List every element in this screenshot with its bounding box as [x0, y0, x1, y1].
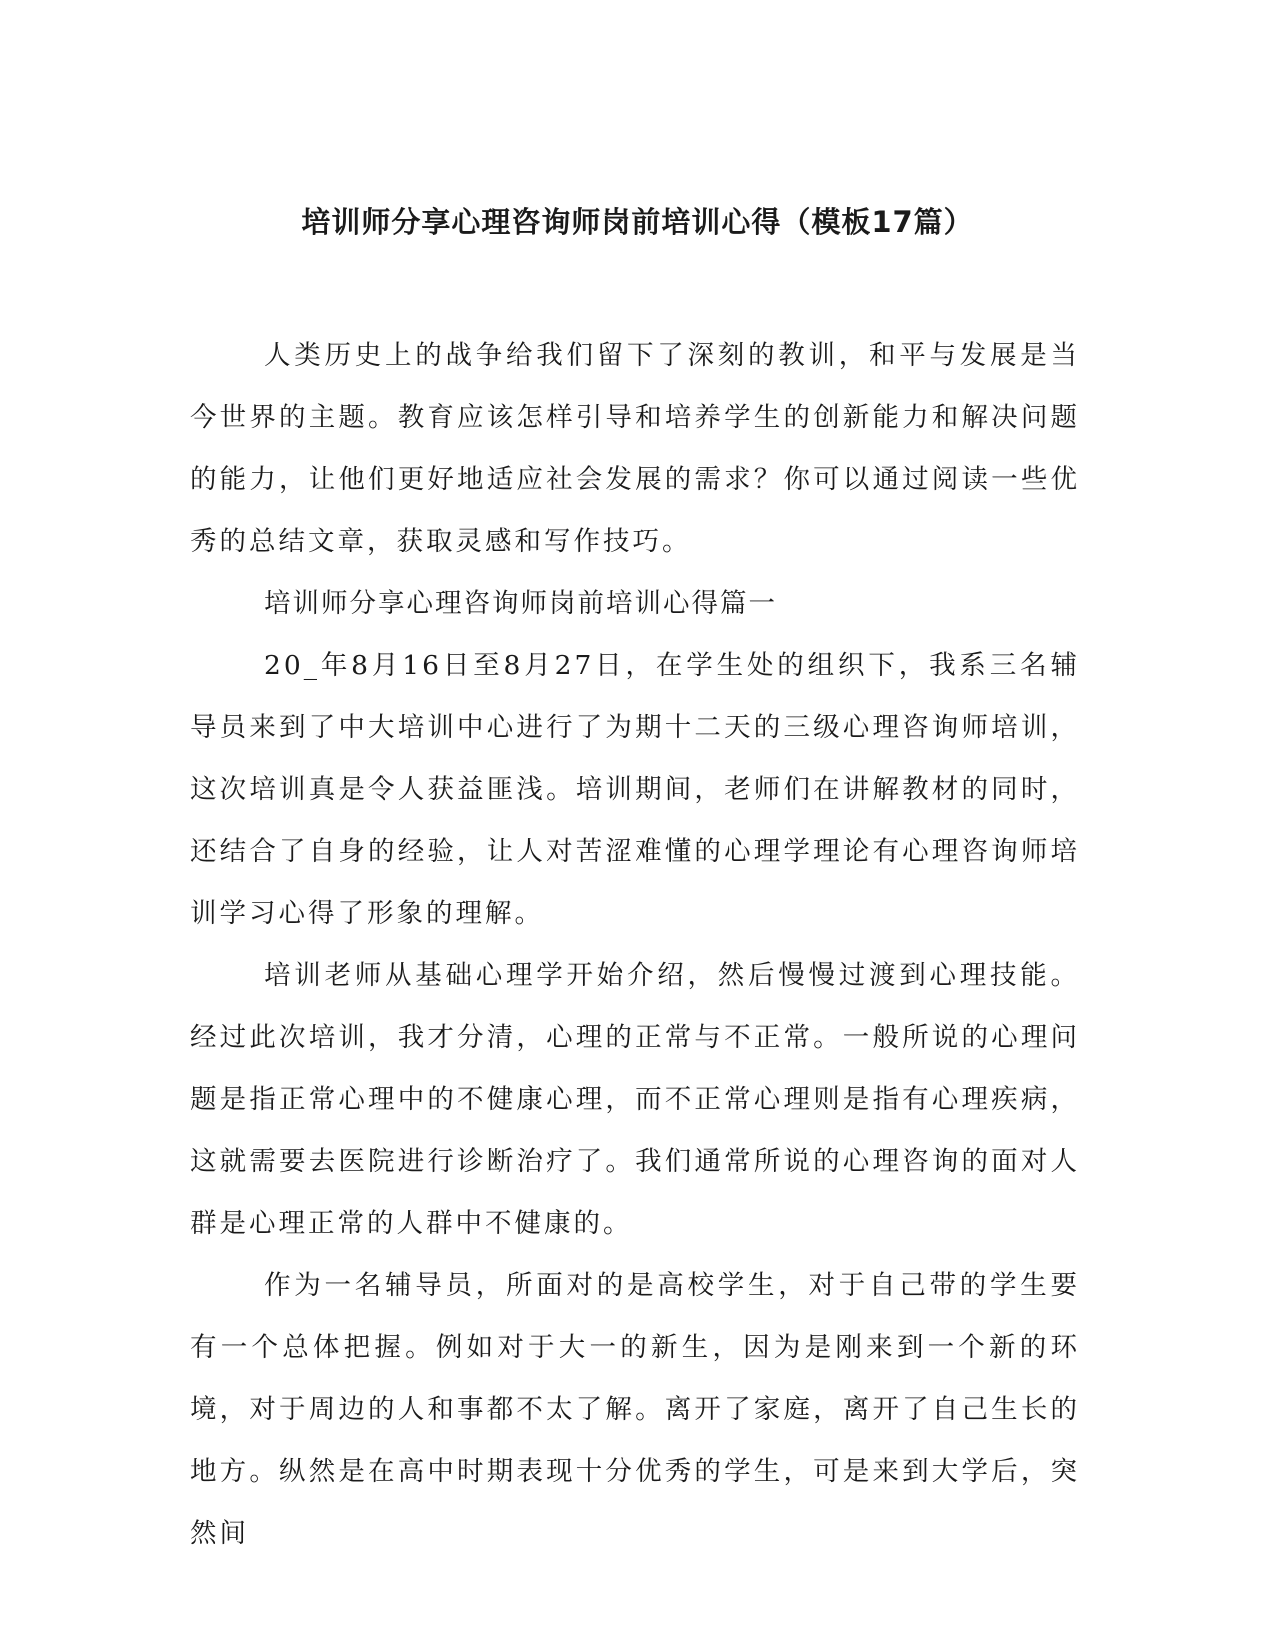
body-paragraph: 作为一名辅导员，所面对的是高校学生，对于自己带的学生要有一个总体把握。例如对于大一的新生，因为是刚来到一个新的环境，对于周边的人和事都不太了解。离开了家庭，离开了自己生长的地方。纵然是在高中时期表现十分优秀的学生，可是来到大学后，突然间 — [190, 1270, 1080, 1549]
body-paragraph: 20_年8月16日至8月27日，在学生处的组织下，我系三名辅导员来到了中大培训中心进行了为期十二天的三级心理咨询师培训，这次培训真是令人获益匪浅。培训期间，老师们在讲解教材的同时，还结合了自身的经验，让人对苦涩难懂的心理学理论有心理咨询师培训学习心得了形象的理解。 — [190, 650, 1080, 929]
section-heading: 培训师分享心理咨询师岗前培训心得篇一 — [264, 588, 777, 619]
document-body — [190, 325, 1080, 1565]
document-title: 培训师分享心理咨询师岗前培训心得（模板17篇） — [301, 205, 974, 240]
body-paragraph: 培训老师从基础心理学开始介绍，然后慢慢过渡到心理技能。经过此次培训，我才分清，心理的正常与不正常。一般所说的心理问题是指正常心理中的不健康心理，而不正常心理则是指有心理疾病，这就需要去医院进行诊断治疗了。我们通常所说的心理咨询的面对人群是心理正常的人群中不健康的。 — [190, 960, 1080, 1239]
intro-paragraph: 人类历史上的战争给我们留下了深刻的教训，和平与发展是当今世界的主题。教育应该怎样引导和培养学生的创新能力和解决问题的能力，让他们更好地适应社会发展的需求？你可以通过阅读一些优秀的总结文章，获取灵感和写作技巧。 — [190, 340, 1080, 557]
